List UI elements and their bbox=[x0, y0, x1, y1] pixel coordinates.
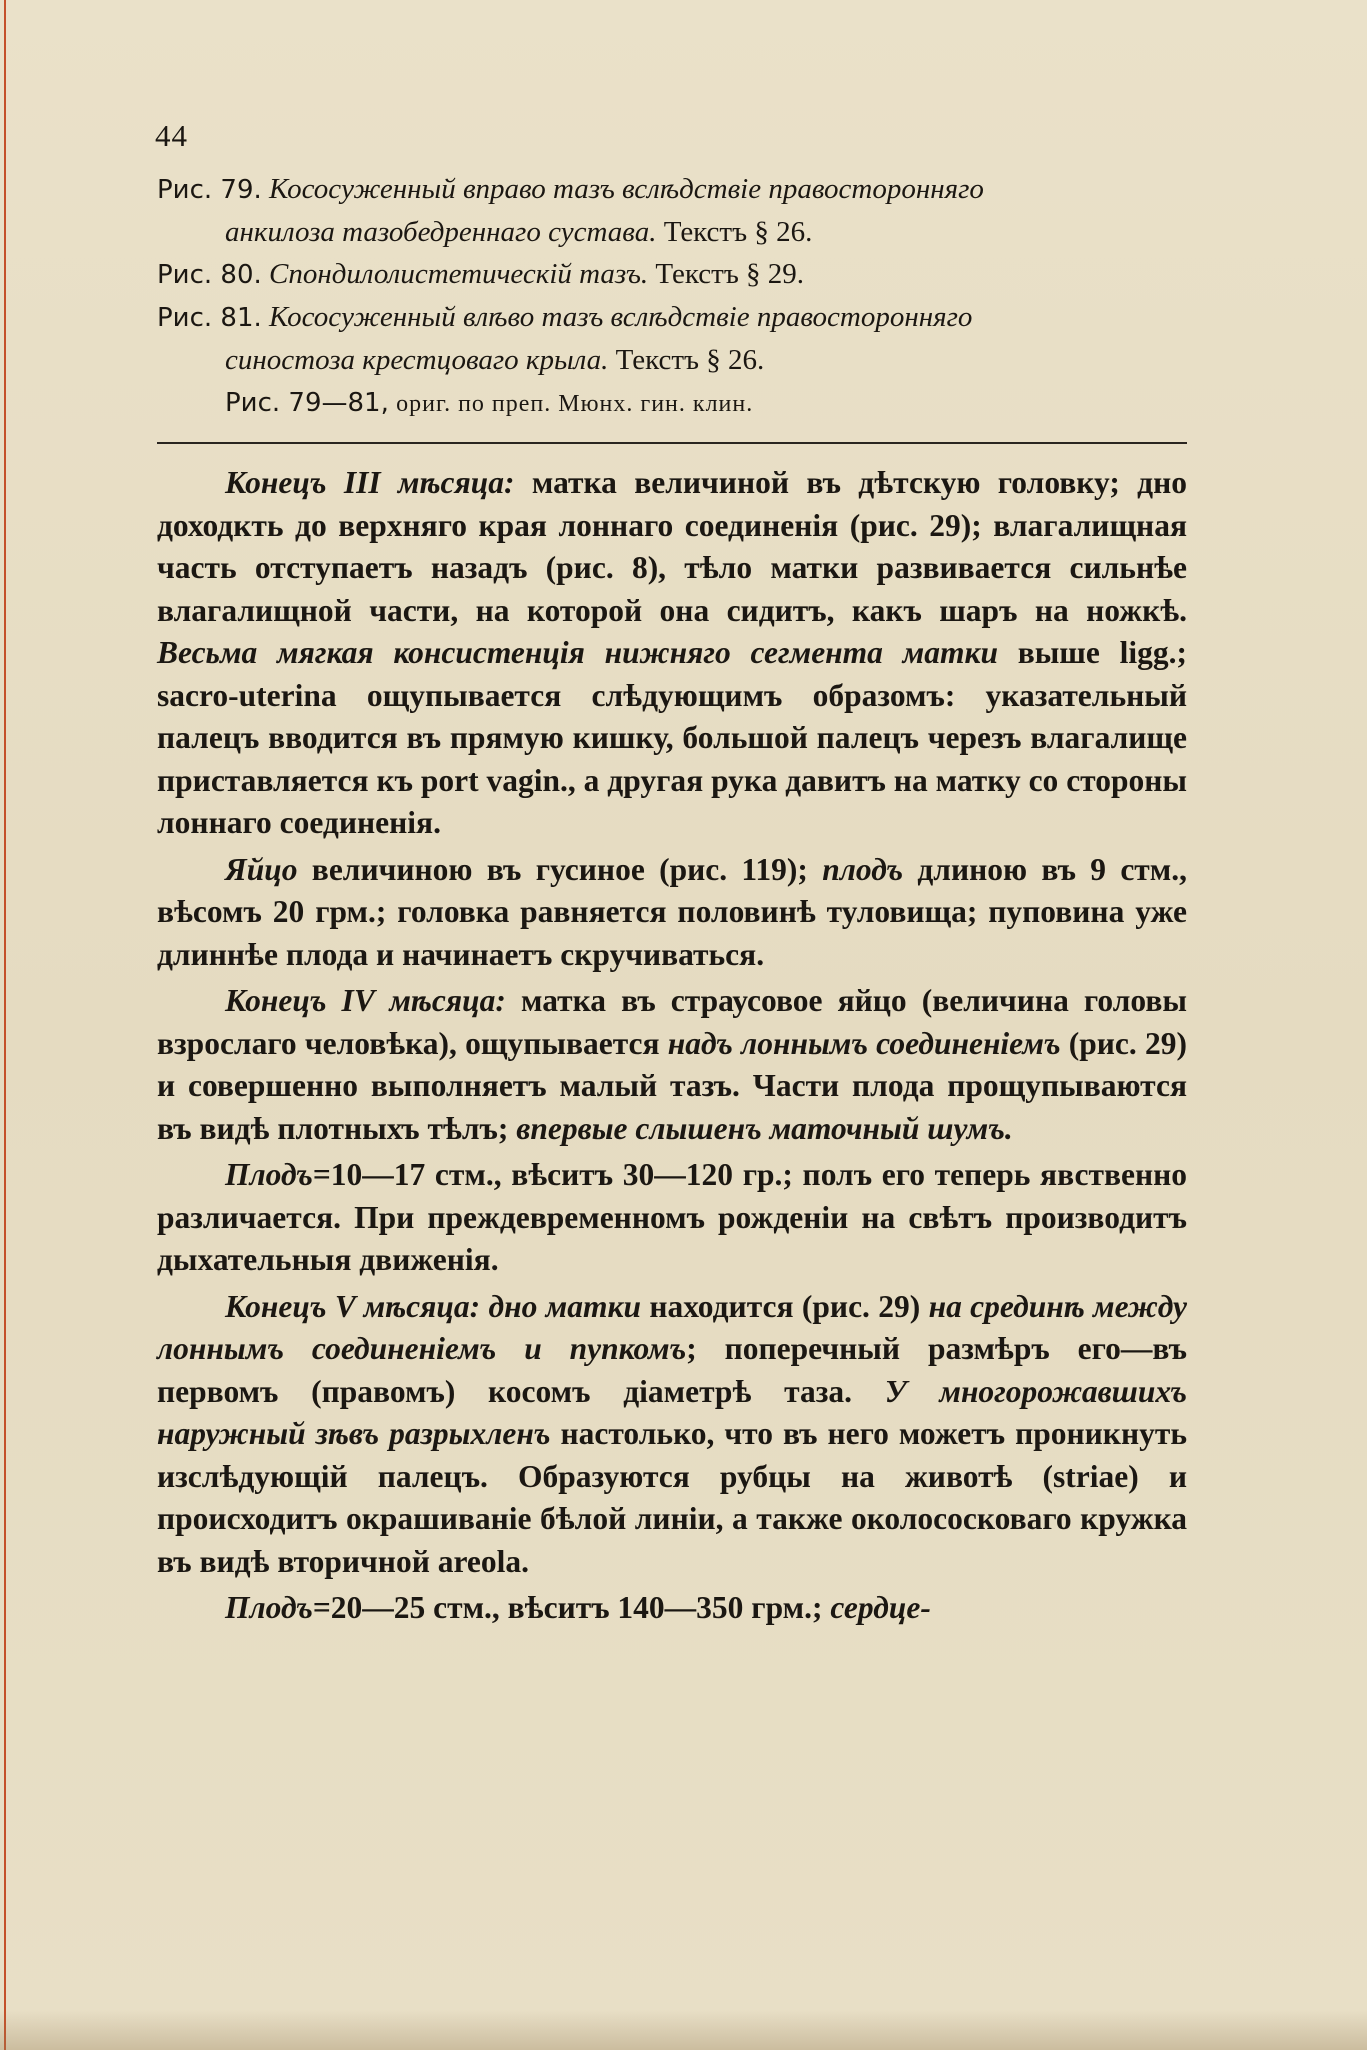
caption-label: Рис. 79. bbox=[157, 175, 262, 205]
text-run: настолько, что въ него можетъ проникнуть изслѣдующій палецъ. Образуются рубцы на животѣ (striae) и происходитъ окрашиваніе бѣлой линіи, а также околососковаго кружка въ видѣ вторичной areola. bbox=[157, 1416, 1187, 1579]
text-run: матка величиной въ дѣтскую головку; дно доходкть до верхняго края лоннаго соединенія (рис. 29); влагалищная часть отступаетъ назадъ (рис. 8), тѣло матки развивается сильнѣе влагалищной части, на которой она сидитъ, какъ шаръ на ножкѣ. bbox=[157, 465, 1187, 628]
emphasis-run: Яйцо bbox=[225, 851, 298, 887]
origin-label: Рис. 79—81, bbox=[225, 388, 389, 418]
paragraph-fetus-4 bbox=[157, 1154, 1187, 1282]
caption-fig-81 bbox=[157, 296, 1187, 381]
emphasis-run: надъ лоннымъ соединеніемъ bbox=[667, 1025, 1061, 1061]
text-run: величиною въ гусиное (рис. 119); bbox=[297, 851, 823, 887]
emphasis-run: Весьма мягкая консистенція нижняго сегмента матки bbox=[157, 635, 998, 670]
paragraph-fetus-5 bbox=[157, 1587, 1187, 1630]
emphasis-run: на срединѣ между лоннымъ соединеніемъ и пупкомъ bbox=[157, 1288, 1188, 1366]
caption-title-cont: анкилоза тазобедреннаго сустава. bbox=[225, 216, 657, 248]
caption-title: Спондилолистетическій тазъ. bbox=[269, 258, 649, 290]
page-number: 44 bbox=[155, 118, 188, 153]
text-run: находится (рис. 29) bbox=[641, 1288, 929, 1324]
caption-fig-79 bbox=[157, 168, 1187, 253]
emphasis-run: Плодъ bbox=[225, 1590, 313, 1625]
section-divider bbox=[157, 442, 1187, 444]
caption-continuation bbox=[157, 339, 1187, 381]
text-run: матка въ страусовое яйцо (величина головы взрослаго человѣка), ощупывается bbox=[157, 983, 1187, 1061]
caption-fig-80 bbox=[157, 253, 1187, 296]
emphasis-run: плодъ bbox=[822, 851, 904, 887]
caption-title: Косоcуженный влѣво тазъ вслѣдствіе правосторонняго bbox=[269, 301, 973, 333]
caption-ref: Текстъ § 26. bbox=[663, 216, 813, 248]
caption-label: Рис. 81. bbox=[157, 303, 262, 333]
caption-title: Косоcуженный вправо тазъ вслѣдствіе правосторонняго bbox=[269, 173, 984, 205]
emphasis-run: Плодъ bbox=[225, 1157, 313, 1192]
caption-ref: Текстъ § 26. bbox=[615, 344, 765, 376]
text-run: (рис. 29) и совершенно выполняетъ малый тазъ. Части плода прощупываются въ видѣ плотныхъ тѣлъ; bbox=[157, 1025, 1187, 1146]
paragraph-ovum bbox=[157, 849, 1187, 977]
figure-captions bbox=[157, 168, 1187, 425]
caption-title-cont: синостоза крестцоваго крыла. bbox=[225, 344, 609, 376]
text-run: =10—17 стм., вѣситъ 30—120 гр.; полъ его теперь явственно различается. При преждевременномъ рожденіи на свѣтъ производитъ дыхательныя движенія. bbox=[157, 1157, 1187, 1277]
page-edge-line bbox=[4, 0, 6, 2050]
text-run: выше ligg.; sacro-uterina ощупывается слѣдующимъ образомъ: указательный палецъ вводится въ прямую кишку, большой палецъ черезъ влагалище приставляется къ port vagin., а другая рука давитъ на матку со стороны лоннаго соединенія. bbox=[157, 635, 1187, 840]
page-bottom-shadow bbox=[0, 2010, 1367, 2050]
month-heading: Конецъ III мѣсяца: bbox=[225, 465, 515, 500]
paragraph-month-5 bbox=[157, 1286, 1187, 1584]
caption-origin-note bbox=[157, 381, 1187, 425]
emphasis-run: У многорожавшихъ наружный зѣвъ разрыхленъ bbox=[157, 1373, 1187, 1451]
month-heading: Конецъ V мѣсяца: bbox=[225, 1288, 481, 1324]
paragraph-month-3 bbox=[157, 462, 1187, 845]
body-text bbox=[157, 462, 1187, 1634]
caption-continuation bbox=[157, 211, 1187, 253]
text-run: ; поперечный размѣръ его—въ первомъ (правомъ) косомъ діаметрѣ таза. bbox=[157, 1331, 1187, 1409]
month-heading: Конецъ IV мѣсяца: bbox=[225, 983, 506, 1018]
emphasis-run: сердце- bbox=[830, 1590, 931, 1625]
caption-label: Рис. 80. bbox=[157, 260, 262, 290]
origin-text: ориг. по преп. Мюнх. гин. клин. bbox=[396, 391, 754, 417]
emphasis-run: впервые слышенъ маточный шумъ. bbox=[516, 1110, 1013, 1146]
caption-ref: Текстъ § 29. bbox=[655, 258, 805, 290]
text-run: =20—25 стм., вѣситъ 140—350 грм.; bbox=[312, 1590, 831, 1625]
emphasis-run: дно матки bbox=[488, 1288, 641, 1324]
paragraph-month-4 bbox=[157, 980, 1187, 1150]
text-run: длиною въ 9 стм., вѣсомъ 20 грм.; головка равняется половинѣ туловища; пуповина уже длиннѣе плода и начинаетъ скручиваться. bbox=[157, 851, 1187, 972]
